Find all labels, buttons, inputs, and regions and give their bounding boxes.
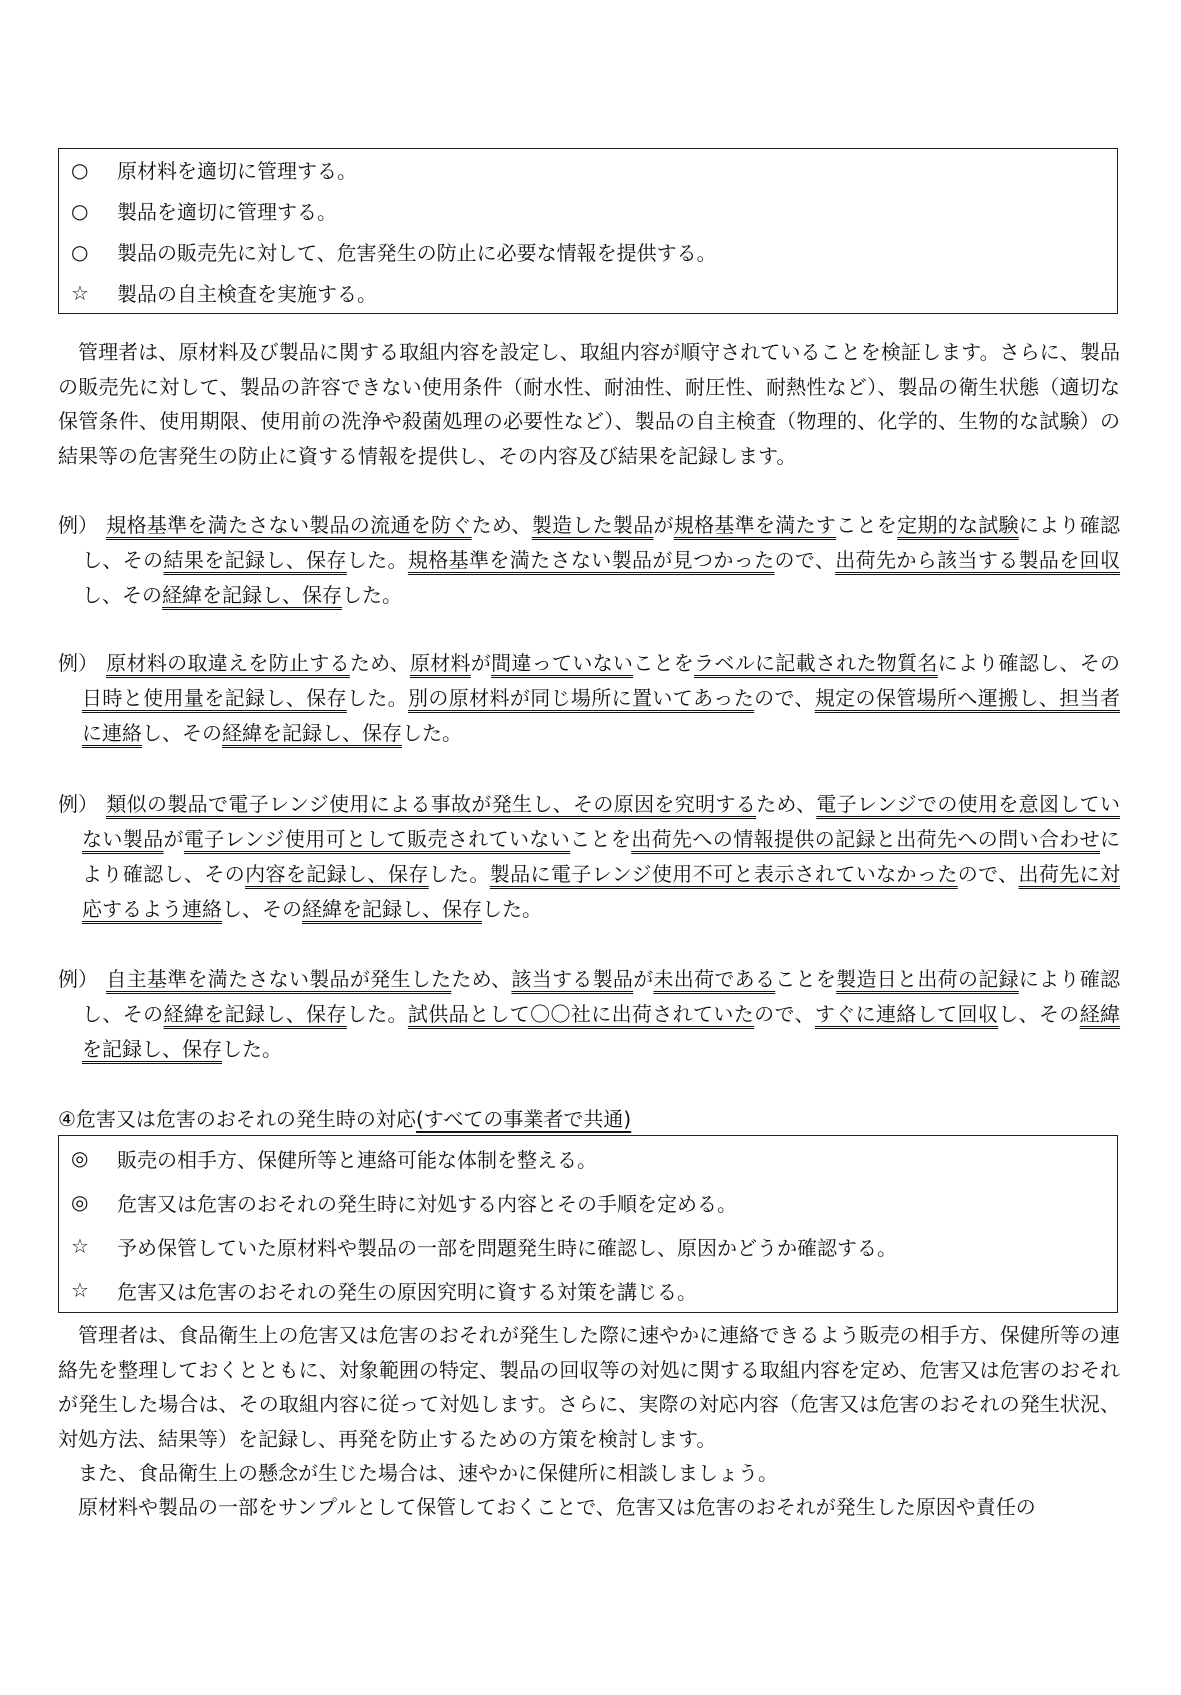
underlined-phrase: 製造した製品 [531,513,654,537]
double-circle-bullet: ◎ [71,1190,89,1214]
example-label: 例） [58,651,98,675]
underlined-phrase: 規格基準を満たす [673,513,837,537]
double-circle-bullet: ◎ [71,1146,89,1170]
underlined-phrase: 定期的な試験 [897,513,1019,537]
underlined-phrase: 間違っていない [491,651,634,675]
underlined-phrase: 自主基準を満たさない製品が発生した [106,967,452,991]
example-1 [58,508,1120,613]
explanation-paragraph-2: 管理者は、食品衛生上の危害又は危害のおそれが発生した際に速やかに連絡できるよう販売の相手方、保健所等の連絡先を整理しておくとともに、対象範囲の特定、製品の回収等の対処に関する取組内容を定め、危害又は危害のおそれが発生した場合は、その取組内容に従って対処します。さらに、実際の対応内容（危害又は危害のおそれの発生状況、対処方法、結果等）を記録し、再発を防止するための方策を検討します。 [58,1323,1120,1451]
example-text: した。 [346,1002,408,1026]
requirement-text: 危害又は危害のおそれの発生時に対処する内容とその手順を定める。 [117,1191,737,1216]
explanation-paragraph-4: 原材料や製品の一部をサンプルとして保管しておくことで、危害又は危害のおそれが発生した原因や責任の [78,1495,1036,1519]
underlined-phrase: 出荷先から該当する製品を回収 [835,548,1121,572]
requirement-item [59,231,1117,272]
underlined-phrase: 経緯を記録し、保存 [302,897,482,921]
example-text: ので、 [957,862,1019,886]
example-text: ことを [775,967,837,991]
requirement-text: 予め保管していた原材料や製品の一部を問題発生時に確認し、原因かどうか確認する。 [117,1235,897,1260]
heading-title: ④危害又は危害のおそれの発生時の対応 [58,1107,416,1131]
requirement-item [59,1136,1117,1180]
example-text: ことを [570,827,632,851]
circle-bullet: ○ [71,198,89,223]
underlined-phrase: 該当する製品 [511,967,634,991]
example-4 [58,962,1120,1067]
underlined-phrase: 出荷先への情報提供の記録と出荷先への問い合わせ [631,827,1101,851]
underlined-phrase: 類似の製品で電子レンジ使用による事故が発生し、その原因を究明する [106,792,757,816]
example-2 [58,646,1120,751]
requirements-box-1 [58,148,1118,314]
explanation-paragraph-3: また、食品衛生上の懸念が生じた場合は、速やかに保健所に相談しましょう。 [78,1461,778,1485]
example-text: ことを [633,651,695,675]
underlined-phrase: 日時と使用量を記録し、保存 [82,686,347,710]
underlined-phrase: 未出荷である [653,967,776,991]
requirement-text: 製品の自主検査を実施する。 [117,282,377,306]
star-bullet: ☆ [71,1278,89,1302]
underlined-phrase: 製品に電子レンジ使用不可と表示されていなかった [489,862,958,886]
example-text: ため、 [451,967,512,991]
underlined-phrase: 出荷先に対応するよう連絡 [82,862,1121,921]
underlined-phrase: 原材料の取違えを防止する [106,651,350,675]
explanation-paragraph-1: 管理者は、原材料及び製品に関する取組内容を設定し、取組内容が順守されていることを検証します。さらに、製品の販売先に対して、製品の許容できない使用条件（耐水性、耐油性、耐圧性、耐熱性など）、製品の衛生状態（適切な保管条件、使用期限、使用前の洗浄や殺菌処理の必要性など）、製品の自主検査（物理的、化学的、生物的な試験）の結果等の危害発生の防止に資する情報を提供し、その内容及び結果を記録します。 [58,340,1120,468]
example-text: により確認し、その [82,827,1121,886]
underlined-phrase: 別の原材料が同じ場所に置いてあった [407,686,755,710]
circle-bullet: ○ [71,157,89,182]
example-text: が [163,827,184,851]
example-label: 例） [58,792,98,816]
underlined-phrase: 規格基準を満たさない製品が見つかった [407,548,775,572]
underlined-phrase: ラベルに記載された物質名 [694,651,938,675]
requirement-text: 危害又は危害のおそれの発生の原因究明に資する対策を講じる。 [117,1279,697,1304]
example-text: ので、 [754,686,815,710]
example-text: ため、 [471,513,532,537]
circle-bullet: ○ [71,239,89,264]
requirement-text: 製品の販売先に対して、危害発生の防止に必要な情報を提供する。 [117,241,717,265]
example-text: により確認し、その [937,651,1121,675]
example-text: した。 [346,686,408,710]
requirement-text: 原材料を適切に管理する。 [117,159,357,183]
example-3 [58,787,1120,927]
example-text: により確認し、その [82,513,1121,572]
underlined-phrase: 結果を記録し、保存 [163,548,347,572]
underlined-phrase: 電子レンジ使用可として販売されていない [183,827,571,851]
example-text: ため、 [349,651,410,675]
example-label: 例） [58,513,98,537]
example-label: 例） [58,967,98,991]
example-text: し、その [142,721,222,745]
underlined-phrase: 原材料 [409,651,471,675]
requirement-text: 販売の相手方、保健所等と連絡可能な体制を整える。 [117,1147,597,1172]
example-text: した。 [428,862,490,886]
example-text: ため、 [756,792,817,816]
star-bullet: ☆ [71,280,89,305]
underlined-phrase: 規格基準を満たさない製品の流通を防ぐ [106,513,472,537]
requirement-text: 製品を適切に管理する。 [117,200,337,224]
star-bullet: ☆ [71,1234,89,1258]
requirement-item [59,1180,1117,1224]
example-text: が [653,513,674,537]
example-text: した。 [346,548,408,572]
underlined-phrase: 経緯を記録し、保存 [222,721,402,745]
example-text: し、その [222,897,302,921]
section-heading [58,1103,631,1132]
example-text: した。 [402,721,462,745]
underlined-phrase: 電子レンジでの使用を意図していない製品 [82,792,1121,851]
example-text: した。 [482,897,542,921]
underlined-phrase: 経緯を記録し、保存 [82,1002,1121,1061]
underlined-phrase: 経緯を記録し、保存 [163,1002,347,1026]
underlined-phrase: 規定の保管場所へ運搬し、担当者に連絡 [82,686,1121,745]
underlined-phrase: 製造日と出荷の記録 [836,967,1019,991]
example-text: した。 [342,583,402,607]
example-text: し、その [998,1002,1080,1026]
requirement-item [59,1268,1117,1312]
requirement-item [59,190,1117,231]
example-text: により確認し、その [82,967,1121,1026]
requirements-box-2 [58,1135,1118,1313]
heading-note: (すべての事業者で共通) [415,1107,632,1131]
example-text: した。 [222,1037,282,1061]
requirement-item [59,272,1117,313]
requirement-item [59,149,1117,190]
underlined-phrase: 内容を記録し、保存 [245,862,429,886]
example-text: が [633,967,654,991]
underlined-phrase: 試供品として〇〇社に出荷されていた [407,1002,755,1026]
underlined-phrase: 経緯を記録し、保存 [162,583,342,607]
example-text: ので、 [754,1002,815,1026]
example-text: が [470,651,492,675]
requirement-item [59,1224,1117,1268]
example-text: し、その [82,583,162,607]
underlined-phrase: すぐに連絡して回収 [814,1002,999,1026]
example-text: ので、 [774,548,836,572]
example-text: ことを [836,513,898,537]
